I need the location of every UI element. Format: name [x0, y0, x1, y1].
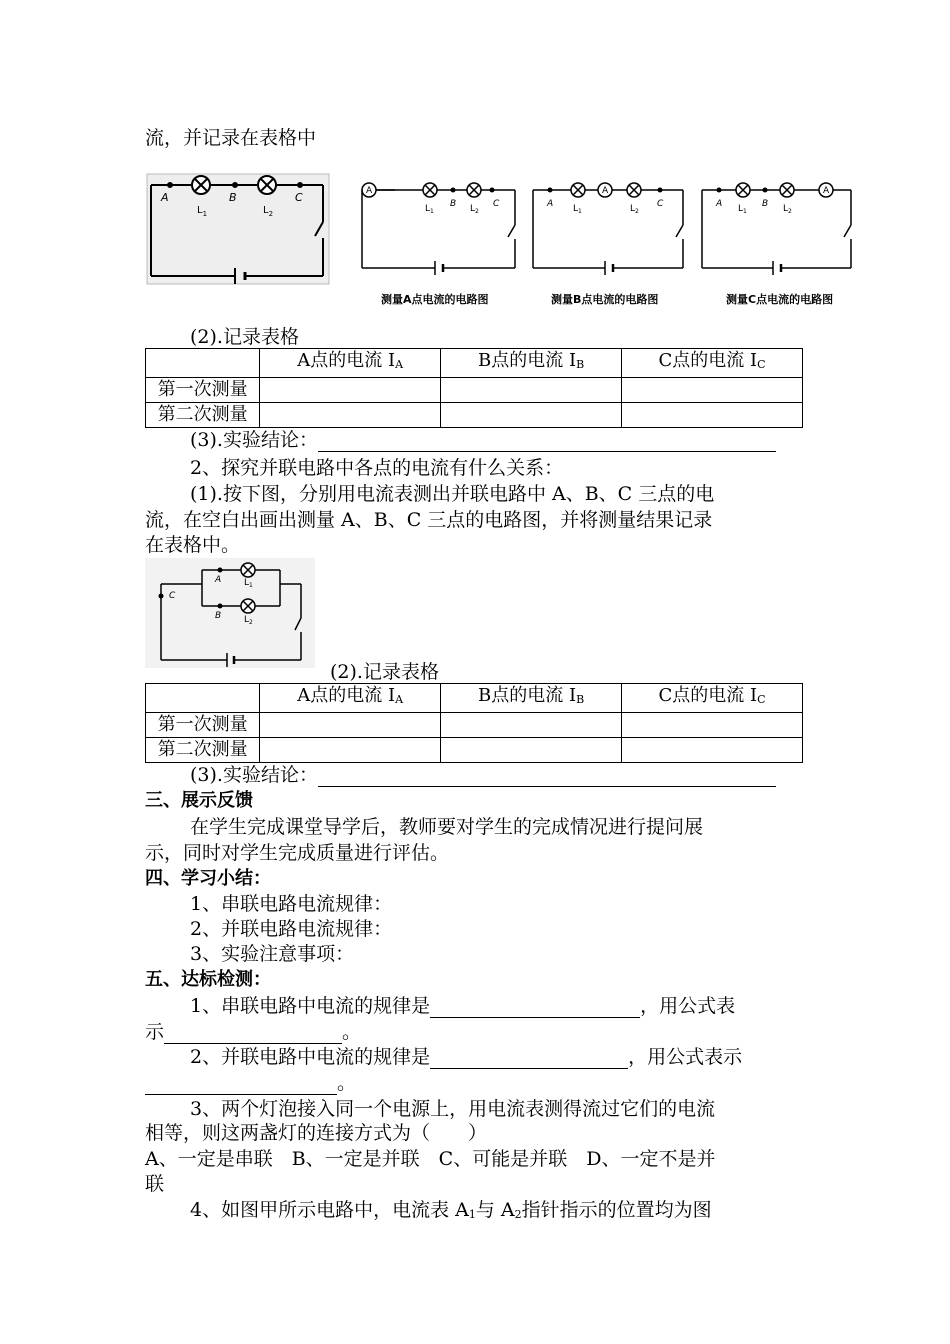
test-heading: 五、达标检测： [145, 969, 271, 990]
fig3-l2-label: $L_2$ [630, 204, 639, 215]
answer-blank[interactable] [430, 1050, 628, 1069]
cell-input[interactable] [622, 378, 803, 403]
cell-input[interactable] [441, 403, 622, 428]
fig1-label-c: C [295, 191, 303, 204]
table-row [146, 403, 803, 428]
series-circuit-figures [145, 170, 865, 320]
par-label-c: C [169, 591, 176, 601]
cell-input[interactable] [441, 713, 622, 738]
table-row [146, 738, 803, 763]
fig3-label-a: A [547, 199, 554, 209]
fig3-meter-label: A [602, 186, 609, 196]
fig2-l2-label: $L_2$ [470, 204, 479, 215]
conclusion-blank[interactable] [318, 433, 776, 452]
intro-line: 流，并记录在表格中 [145, 127, 317, 149]
conclusion-2: (3).实验结论： [190, 763, 776, 787]
header-c: C点的电流 $I_C$ [622, 684, 803, 713]
record-table-parallel [145, 683, 803, 763]
section2-title: 2、探究并联电路中各点的电流有什么关系： [190, 457, 564, 479]
table-row [146, 713, 803, 738]
answer-blank[interactable] [145, 1076, 337, 1095]
feedback-heading: 三、展示反馈 [145, 790, 253, 811]
cell-input[interactable] [622, 738, 803, 763]
table-title-1: (2).记录表格 [190, 326, 299, 348]
series-circuit-measure-b [533, 183, 683, 275]
summary-heading: 四、学习小结： [145, 868, 271, 889]
fig1-l1-label: $L_1$ [197, 205, 208, 218]
par-label-b: B [215, 611, 222, 621]
question-2-line-1: 2、并联电路中电流的规律是 ，用公式表示 [190, 1046, 743, 1068]
cell-input[interactable] [260, 403, 441, 428]
table-title-2: (2).记录表格 [330, 661, 439, 683]
summary-item: 2、并联电路电流规律： [190, 918, 393, 940]
conclusion-blank[interactable] [318, 768, 776, 787]
fig4-l2-label: $L_2$ [783, 204, 792, 215]
fig4-label-a: A [716, 199, 723, 209]
answer-blank[interactable] [164, 1025, 342, 1044]
question-4-line-1: 4、如图甲所示电路中，电流表 $A_1$与 $A_2$指针指示的位置均为图 [190, 1199, 712, 1221]
summary-item: 3、实验注意事项： [190, 943, 355, 965]
header-b: B点的电流 $I_B$ [441, 684, 622, 713]
cell-input[interactable] [441, 738, 622, 763]
table-row [146, 378, 803, 403]
par-l2-label: $L_2$ [244, 615, 253, 626]
fig1-l2-label: $L_2$ [263, 205, 274, 218]
section2-instruction-3: 在表格中。 [145, 534, 241, 556]
fig2-l1-label: $L_1$ [425, 204, 434, 215]
question-3-options-end: 联 [145, 1173, 165, 1195]
fig1-label-a: A [161, 191, 169, 204]
question-1-line-2: 示 。 [145, 1021, 362, 1043]
row-label: 第二次测量 [146, 738, 260, 763]
row-label: 第一次测量 [146, 378, 260, 403]
section2-instruction-1: (1).按下图，分别用电流表测出并联电路中 A、B、C 三点的电 [190, 483, 715, 505]
fig3-label-c: C [657, 199, 664, 209]
table-corner [146, 684, 260, 713]
par-l1-label: $L_1$ [244, 578, 253, 589]
caption-measure-c: 测量C点电流的电路图 [726, 293, 834, 306]
caption-measure-a: 测量A点电流的电路图 [381, 293, 489, 306]
record-table-series [145, 348, 803, 428]
cell-input[interactable] [260, 713, 441, 738]
caption-measure-b: 测量B点电流的电路图 [551, 293, 659, 306]
question-3-line-2: 相等，则这两盏灯的连接方式为（ ） [145, 1122, 488, 1144]
fig2-meter-label: A [366, 186, 373, 196]
question-3-line-1: 3、两个灯泡接入同一个电源上，用电流表测得流过它们的电流 [190, 1098, 716, 1120]
question-1-line-1: 1、串联电路中电流的规律是 ，用公式表 [190, 995, 736, 1017]
fig3-l1-label: $L_1$ [573, 204, 582, 215]
par-label-a: A [215, 575, 222, 585]
answer-blank[interactable] [430, 999, 640, 1018]
cell-input[interactable] [622, 403, 803, 428]
cell-input[interactable] [260, 738, 441, 763]
header-c: C点的电流 $I_C$ [622, 349, 803, 378]
fig4-label-b: B [762, 199, 769, 209]
question-3-options: A、一定是串联 B、一定是并联 C、可能是并联 D、一定不是并 [145, 1148, 716, 1170]
header-a: A点的电流 $I_A$ [260, 349, 441, 378]
fig4-meter-label: A [823, 186, 830, 196]
cell-input[interactable] [260, 378, 441, 403]
parallel-circuit-figure [145, 558, 315, 668]
feedback-line-1: 在学生完成课堂导学后，教师要对学生的完成情况进行提问展 [190, 816, 704, 838]
summary-item: 1、串联电路电流规律： [190, 893, 393, 915]
feedback-line-2: 示，同时对学生完成质量进行评估。 [145, 842, 450, 864]
series-circuit-measure-c [702, 183, 851, 275]
cell-input[interactable] [441, 378, 622, 403]
header-b: B点的电流 $I_B$ [441, 349, 622, 378]
table-corner [146, 349, 260, 378]
fig1-label-b: B [229, 191, 237, 204]
row-label: 第一次测量 [146, 713, 260, 738]
cell-input[interactable] [622, 713, 803, 738]
conclusion-1: (3).实验结论： [190, 428, 776, 452]
fig2-label-c: C [493, 199, 500, 209]
fig2-label-b: B [450, 199, 457, 209]
series-circuit-measure-a [362, 183, 515, 275]
question-2-line-2: 。 [145, 1071, 356, 1095]
fig4-l1-label: $L_1$ [738, 204, 747, 215]
row-label: 第二次测量 [146, 403, 260, 428]
header-a: A点的电流 $I_A$ [260, 684, 441, 713]
section2-instruction-2: 流，在空白出画出测量 A、B、C 三点的电路图，并将测量结果记录 [145, 509, 713, 531]
